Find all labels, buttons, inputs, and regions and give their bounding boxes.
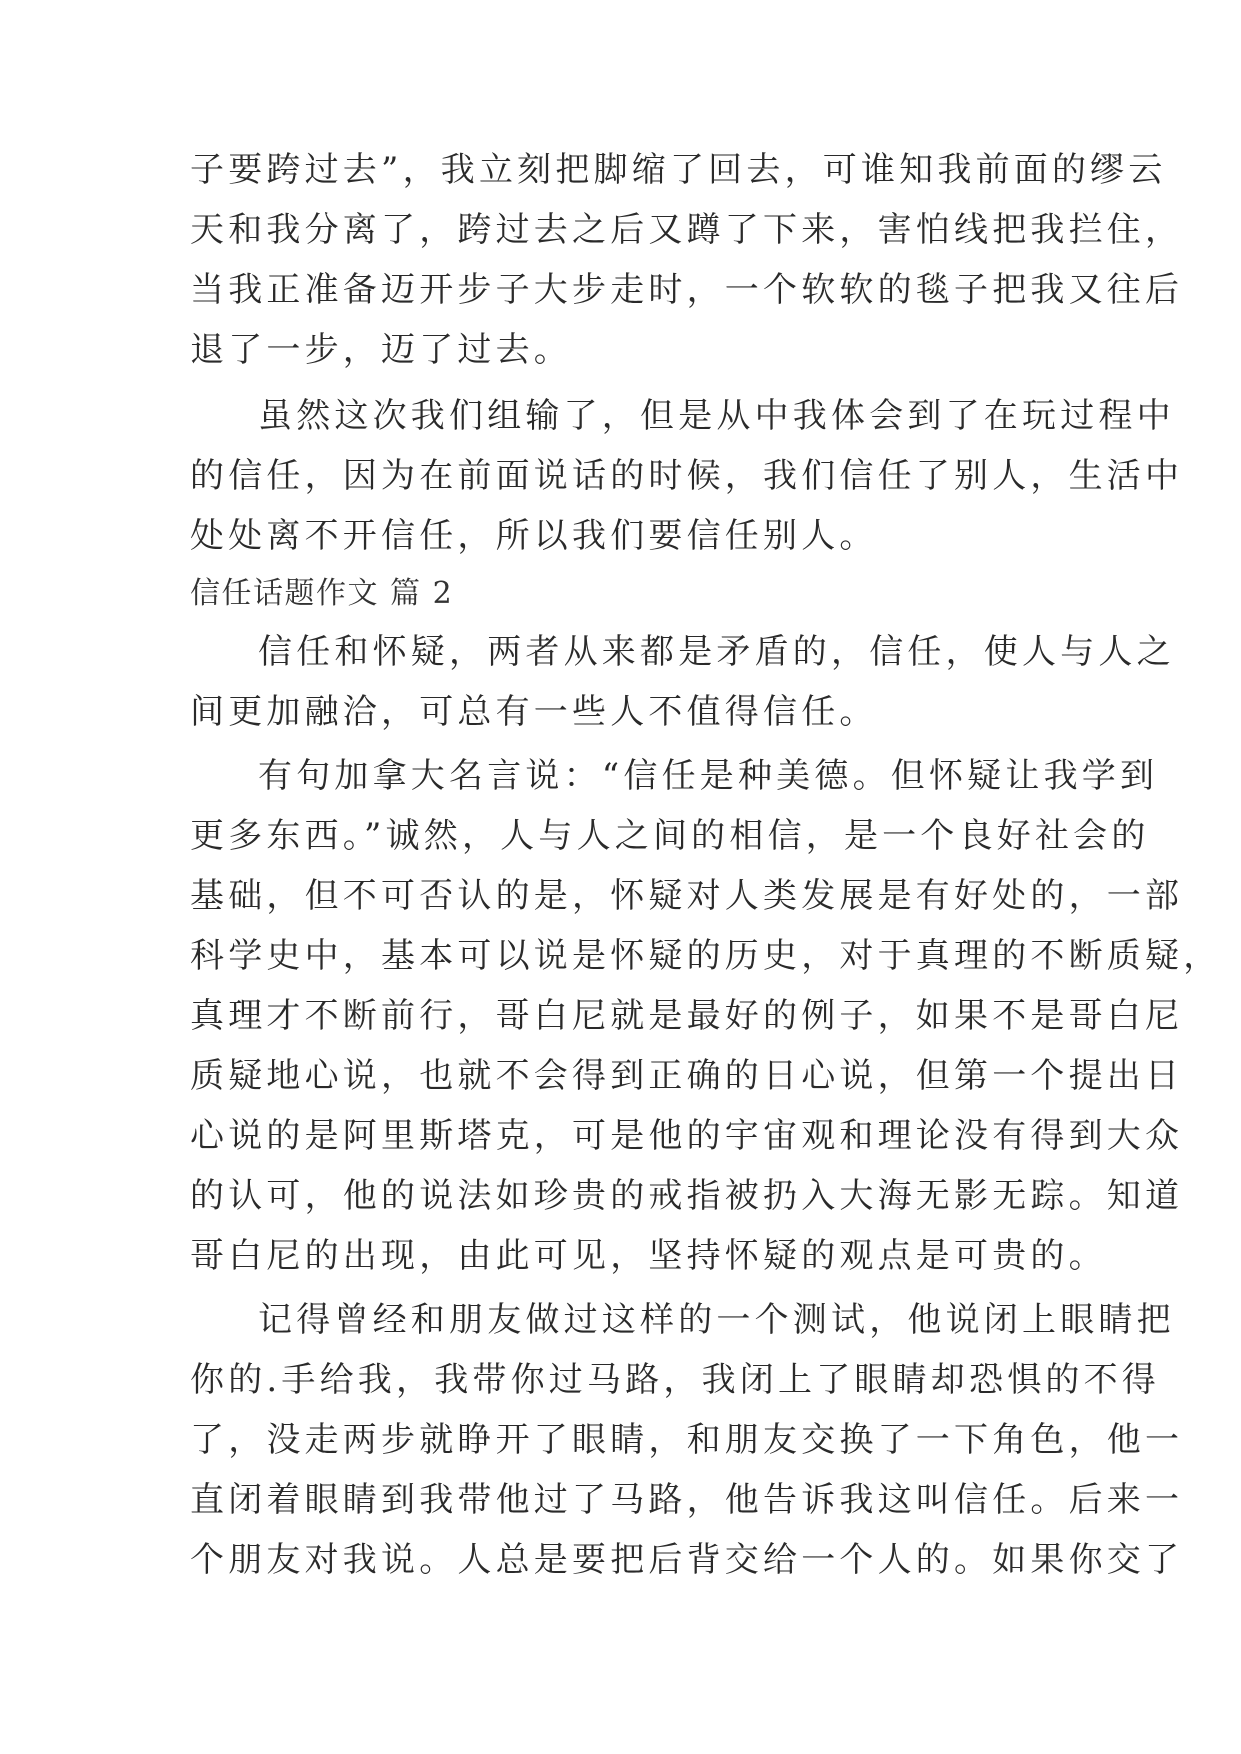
paragraph-first-line: 信任和怀疑，两者从来都是矛盾的，信任，使人与人之 <box>258 632 1175 672</box>
text-line: 哥白尼的出现，由此可见，坚持怀疑的观点是可贵的。 <box>190 1236 1107 1276</box>
text-line: 的认可，他的说法如珍贵的戒指被扔入大海无影无踪。知道 <box>190 1176 1184 1216</box>
text-line: 直闭着眼睛到我带他过了马路，他告诉我这叫信任。后来一 <box>190 1480 1184 1520</box>
text-line: 个朋友对我说。人总是要把后背交给一个人的。如果你交了 <box>190 1540 1184 1580</box>
text-line: 的信任，因为在前面说话的时候，我们信任了别人，生活中 <box>190 456 1184 496</box>
text-line: 了，没走两步就睁开了眼睛，和朋友交换了一下角色，他一 <box>190 1420 1184 1460</box>
text-line: 真理才不断前行，哥白尼就是最好的例子，如果不是哥白尼 <box>190 996 1184 1036</box>
text-line: 间更加融洽，可总有一些人不值得信任。 <box>190 692 878 732</box>
text-line: 基础，但不可否认的是，怀疑对人类发展是有好处的，一部 <box>190 876 1184 916</box>
text-line: 质疑地心说，也就不会得到正确的日心说，但第一个提出日 <box>190 1056 1184 1096</box>
text-line: 子要跨过去”，我立刻把脚缩了回去，可谁知我前面的缪云 <box>190 150 1167 190</box>
paragraph-first-line: 虽然这次我们组输了，但是从中我体会到了在玩过程中 <box>258 396 1175 436</box>
text-line: 科学史中，基本可以说是怀疑的历史，对于真理的不断质疑， <box>190 936 1222 976</box>
paragraph-first-line: 记得曾经和朋友做过这样的一个测试，他说闭上眼睛把 <box>258 1300 1175 1340</box>
text-line: 你的.手给我，我带你过马路，我闭上了眼睛却恐惧的不得 <box>190 1360 1161 1400</box>
text-line: 退了一步，迈了过去。 <box>190 330 572 370</box>
section-heading: 信任话题作文 篇 2 <box>190 576 454 611</box>
paragraph-first-line: 有句加拿大名言说：“信任是种美德。但怀疑让我学到 <box>258 756 1159 796</box>
text-line: 当我正准备迈开步子大步走时，一个软软的毯子把我又往后 <box>190 270 1184 310</box>
text-line: 天和我分离了，跨过去之后又蹲了下来，害怕线把我拦住， <box>190 210 1184 250</box>
text-line: 更多东西。”诚然，人与人之间的相信，是一个良好社会的 <box>190 816 1150 856</box>
text-line: 心说的是阿里斯塔克，可是他的宇宙观和理论没有得到大众 <box>190 1116 1184 1156</box>
text-line: 处处离不开信任，所以我们要信任别人。 <box>190 516 878 556</box>
